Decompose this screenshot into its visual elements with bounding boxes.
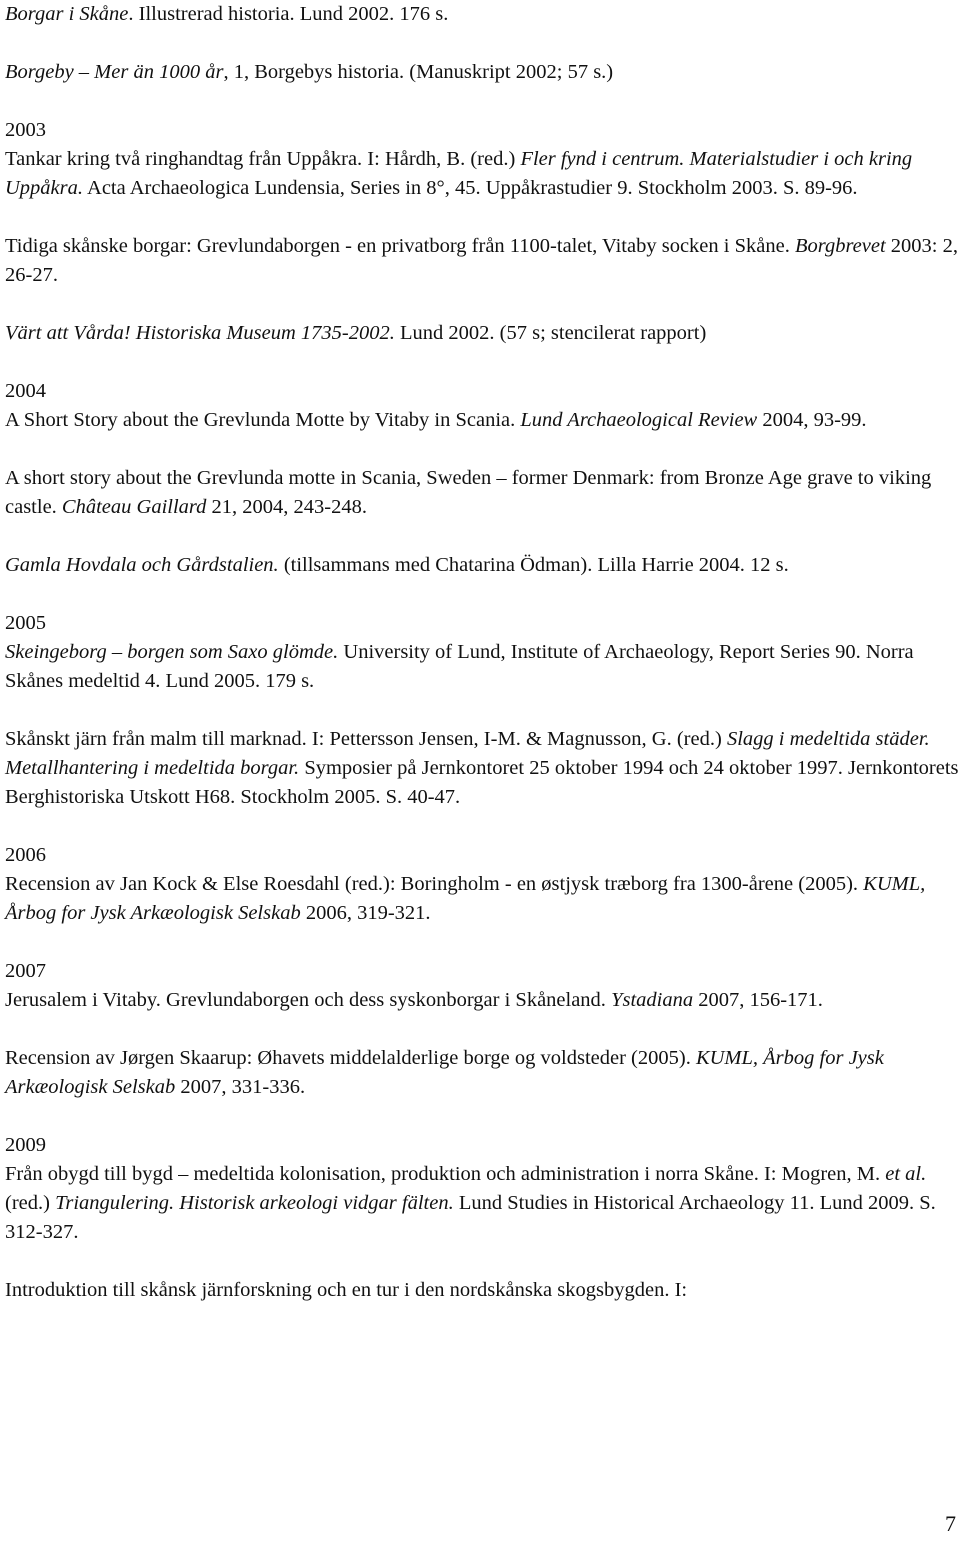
italic-title-text: Château Gaillard [61,496,207,518]
bibliography-entry [5,464,960,522]
paragraph-spacer [5,522,960,551]
document-page [5,0,960,1305]
italic-title-text: Slagg i medeltida städer. Metallhantering i medeltida borgar. [5,728,930,779]
entry-text: Skånskt järn från malm till marknad. I: Pettersson Jensen, I-M. & Magnusson, G. (red.) [5,728,727,750]
paragraph-spacer [5,1015,960,1044]
bibliography-entry [5,1044,960,1102]
bibliography-entry [5,725,960,812]
paragraph-spacer [5,87,960,116]
year-heading: 2005 [5,612,46,634]
year-heading: 2007 [5,960,46,982]
italic-title-text: Skeingeborg – borgen som Saxo glömde. [5,641,339,663]
italic-title-text: KUML, Årbog for Jysk Arkæologisk Selskab [5,1047,884,1098]
entry-text: 2003: 2, 26-27. [5,235,958,286]
italic-title-text: Ystadiana [611,989,694,1011]
entry-text: 21, 2004, 243-248. [206,496,367,518]
year-heading: 2003 [5,119,46,141]
italic-title-text: Triangulering. Historisk arkeologi vidgar fälten. [55,1192,454,1214]
italic-title-text: Värt att Vårda! Historiska Museum 1735-2002. [5,322,395,344]
entry-text: 2006, 319-321. [300,902,431,924]
italic-title-text: Borgar i Skåne [5,3,129,25]
paragraph-spacer [5,696,960,725]
bibliography-entry [5,1160,960,1247]
paragraph-spacer [5,29,960,58]
entry-text: Från obygd till bygd – medeltida kolonisation, produktion och administration i norra Skåne. I: Mogren, M. [5,1163,886,1185]
page-number: 7 [945,1511,956,1536]
paragraph-spacer [5,1247,960,1276]
entry-text: Recension av Jørgen Skaarup: Øhavets middelalderlige borge og voldsteder (2005). [5,1047,696,1069]
italic-title-text: Fler fynd i centrum. Materialstudier i och kring Uppåkra. [5,148,913,199]
paragraph-spacer [5,928,960,957]
bibliography-entry [5,319,960,348]
year-heading: 2006 [5,844,46,866]
bibliography-entry [5,0,960,29]
bibliography-entry [5,638,960,696]
bibliography-entry [5,986,960,1015]
bibliography-entry [5,145,960,203]
entry-text: Tankar kring två ringhandtag från Uppåkra. I: Hårdh, B. (red.) [5,148,521,170]
entry-text: Tidiga skånske borgar: Grevlundaborgen - en privatborg från 1100-talet, Vitaby socken i Skåne. [5,235,795,257]
entry-text: (tillsammans med Chatarina Ödman). Lilla Harrie 2004. 12 s. [278,554,789,576]
italic-title-text: Gamla Hovdala och Gårdstalien. [5,554,279,576]
bibliography-entry [5,1276,960,1305]
paragraph-spacer [5,435,960,464]
bibliography-entry [5,406,960,435]
entry-text: 2007, 331-336. [175,1076,306,1098]
paragraph-spacer [5,1102,960,1131]
paragraph-spacer [5,290,960,319]
bibliography-entry [5,870,960,928]
italic-title-text: Borgbrevet [794,235,886,257]
entry-text: Acta Archaeologica Lundensia, Series in 8°, 45. Uppåkrastudier 9. Stockholm 2003. S. 89-96. [83,177,858,199]
entry-text: 2007, 156-171. [693,989,823,1011]
entry-text: Recension av Jan Kock & Else Roesdahl (red.): Boringholm - en østjysk træborg fra 1300-årene (2005). [5,873,864,895]
paragraph-spacer [5,580,960,609]
entry-text: Symposier på Jernkontoret 25 oktober 1994 och 24 oktober 1997. Jernkontorets Berghistoriska Utskott H68. Stockholm 2005. S. 40-47. [5,757,959,808]
bibliography-entry [5,551,960,580]
entry-text: 2004, 93-99. [757,409,867,431]
entry-text: A short story about the Grevlunda motte in Scania, Sweden – former Denmark: from Bronze Age grave to viking castle. [5,467,932,518]
paragraph-spacer [5,812,960,841]
italic-title-text: et al. [885,1163,927,1185]
bibliography-entry [5,232,960,290]
entry-text: Introduktion till skånsk järnforskning och en tur i den nordskånska skogsbygden. I: [5,1279,688,1301]
paragraph-spacer [5,203,960,232]
entry-text: . Illustrerad historia. Lund 2002. 176 s. [128,3,449,25]
entry-text: A Short Story about the Grevlunda Motte by Vitaby in Scania. [5,409,521,431]
italic-title-text: KUML, Årbog for Jysk Arkæologisk Selskab [5,873,926,924]
italic-title-text: Lund Archaeological Review [520,409,758,431]
year-heading: 2004 [5,380,46,402]
paragraph-spacer [5,348,960,377]
entry-text: Jerusalem i Vitaby. Grevlundaborgen och dess syskonborgar i Skåneland. [5,989,612,1011]
entry-text: Lund 2002. (57 s; stencilerat rapport) [394,322,707,344]
year-heading: 2009 [5,1134,46,1156]
italic-title-text: Borgeby – Mer än 1000 år [5,61,224,83]
entry-text: , 1, Borgebys historia. (Manuskript 2002; 57 s.) [223,61,614,83]
entry-text: University of Lund, Institute of Archaeology, Report Series 90. Norra Skånes medeltid 4. Lund 2005. 179 s. [5,641,914,692]
entry-text: (red.) [5,1192,56,1214]
bibliography-entry [5,58,960,87]
entry-text: Lund Studies in Historical Archaeology 11. Lund 2009. S. 312-327. [5,1192,936,1243]
